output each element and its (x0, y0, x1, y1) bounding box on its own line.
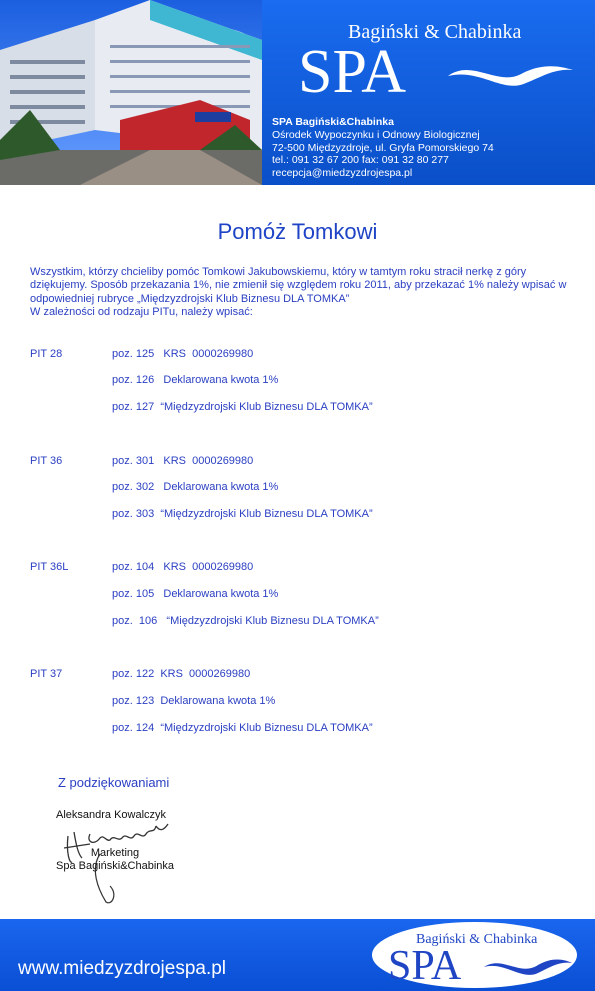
logo-spa-text: SPA (298, 38, 407, 98)
signer-company: Spa Bagiński&Chabinka (55, 860, 175, 872)
pit-row: poz. 127 “Międzyzdrojski Klub Biznesu DLA TOMKA” (112, 401, 373, 413)
intro-instruction: W zależności od rodzaju PITu, należy wpisać: (30, 305, 253, 318)
wave-icon (448, 66, 573, 86)
pit-label: PIT 36 (30, 455, 63, 467)
signer-name: Aleksandra Kowalczyk (56, 809, 167, 821)
pit-row: poz. 126 Deklarowana kwota 1% (112, 374, 279, 386)
pit-row: poz. 125 KRS 0000269980 (112, 348, 254, 360)
pit-label: PIT 36L (30, 561, 69, 573)
footer-banner (0, 919, 595, 991)
pit-row: poz. 124 “Międzyzdrojski Klub Biznesu DLA TOMKA” (112, 722, 373, 734)
contact-phone: tel.: 091 32 67 200 fax: 091 32 80 277 (272, 154, 449, 167)
contact-name: SPA Bagiński&Chabinka (272, 116, 394, 128)
signer-role (50, 847, 180, 873)
pit-row: poz. 301 KRS 0000269980 (112, 455, 254, 467)
contact-email[interactable]: recepcja@miedzyzdrojespa.pl (272, 167, 413, 180)
page-title: Pomóż Tomkowi (217, 219, 378, 244)
footer-logo-name: Bagiński & Chabinka (416, 932, 538, 947)
header-banner (0, 0, 595, 185)
spa-logo (298, 18, 578, 98)
pit-row: poz. 105 Deklarowana kwota 1% (112, 588, 279, 600)
pit-row: poz. 104 KRS 0000269980 (112, 561, 254, 573)
footer-wave-icon (484, 960, 572, 975)
pit-row: poz. 123 Deklarowana kwota 1% (112, 695, 276, 707)
contact-line: Ośrodek Wypoczynku i Odnowy Biologicznej (272, 128, 480, 141)
pit-label: PIT 28 (30, 348, 63, 360)
pit-label: PIT 37 (30, 668, 63, 680)
logo-name-text: Bagiński & Chabinka (348, 21, 522, 43)
pit-row: poz. 106 “Międzyzdrojski Klub Biznesu DLA TOMKA” (112, 615, 379, 627)
contact-address: 72-500 Międzyzdroje, ul. Gryfa Pomorskiego 74 (272, 141, 494, 154)
footer-website-link[interactable]: www.miedzyzdrojespa.pl (18, 958, 227, 979)
closing-thanks: Z podziękowaniami (58, 775, 170, 790)
footer-spa-logo (380, 925, 575, 987)
hotel-photo (0, 0, 262, 185)
pit-row: poz. 302 Deklarowana kwota 1% (112, 481, 279, 493)
intro-text (30, 266, 575, 319)
signer-department: Marketing (90, 847, 140, 859)
intro-paragraph: Wszystkim, którzy chcieliby pomóc Tomkowi Jakubowskiemu, który w tamtym roku stracił nerkę z góry dziękujemy. Sposób przekazania 1%, nie zmienił się względem roku 2011, aby przekazać 1% należy wpisać w odpowiedniej rubryce „Międzyzdrojski Klub Biznesu DLA TOMKA” (30, 266, 567, 305)
pit-row: poz. 122 KRS 0000269980 (112, 668, 251, 680)
footer-logo-spa: SPA (388, 943, 462, 987)
pit-row: poz. 303 “Międzyzdrojski Klub Biznesu DLA TOMKA” (112, 508, 373, 520)
contact-info (272, 116, 494, 180)
